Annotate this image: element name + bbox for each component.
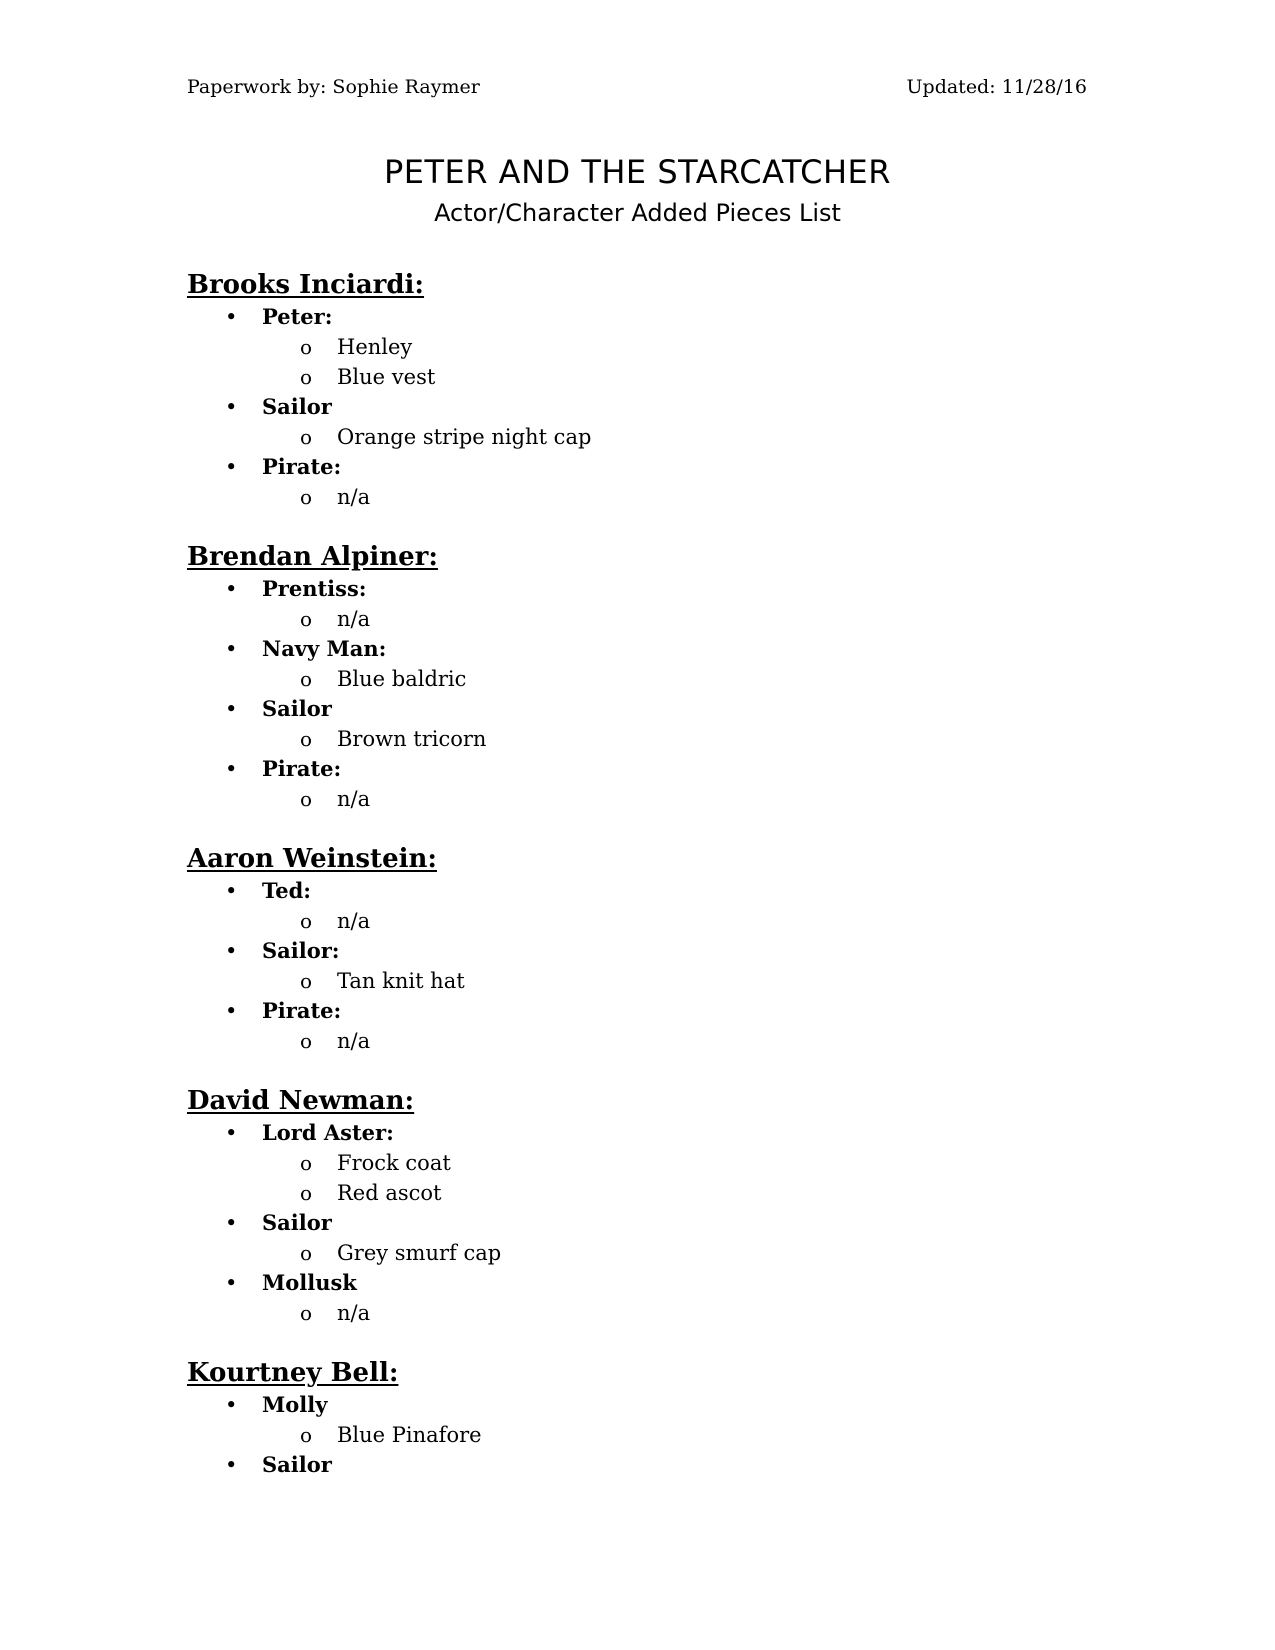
bullet-icon: •: [225, 939, 238, 963]
sub-bullet-icon: o: [300, 1241, 313, 1265]
sub-bullet-icon: o: [300, 969, 313, 993]
costume-piece-label: n/a: [337, 1029, 371, 1053]
sub-bullet-icon: o: [300, 425, 313, 449]
role-label: Lord Aster:: [262, 1120, 394, 1145]
role-label: Mollusk: [262, 1270, 357, 1295]
sub-bullet-icon: o: [300, 1151, 313, 1175]
costume-piece: [187, 1178, 1087, 1208]
costume-piece: [187, 724, 1087, 754]
role-label: Pirate:: [262, 454, 342, 479]
sub-bullet-icon: o: [300, 667, 313, 691]
costume-piece: [187, 1026, 1087, 1056]
costume-piece: [187, 966, 1087, 996]
costume-piece: [187, 422, 1087, 452]
role-label: Peter:: [262, 304, 333, 329]
costume-piece: [187, 362, 1087, 392]
costume-piece: [187, 1420, 1087, 1450]
costume-piece: [187, 1148, 1087, 1178]
bullet-icon: •: [225, 1271, 238, 1295]
character-role: [187, 392, 1087, 422]
actor-name: David Newman:: [187, 1086, 415, 1116]
actor-section: [187, 1084, 1087, 1328]
role-label: Ted:: [262, 878, 312, 903]
actor-name: Brooks Inciardi:: [187, 270, 425, 300]
costume-piece-label: n/a: [337, 607, 371, 631]
actor-section: [187, 842, 1087, 1056]
character-role: [187, 634, 1087, 664]
role-label: Pirate:: [262, 998, 342, 1023]
role-label: Sailor: [262, 394, 332, 419]
updated-date: Updated: 11/28/16: [906, 76, 1087, 98]
sub-bullet-icon: o: [300, 909, 313, 933]
character-role: [187, 574, 1087, 604]
character-role: [187, 1118, 1087, 1148]
sub-bullet-icon: o: [300, 607, 313, 631]
page-header: [187, 76, 1087, 102]
sub-bullet-icon: o: [300, 787, 313, 811]
paperwork-by-label: Paperwork by: Sophie Raymer: [187, 76, 480, 98]
sub-bullet-icon: o: [300, 1423, 313, 1447]
role-label: Prentiss:: [262, 576, 367, 601]
sub-bullet-icon: o: [300, 335, 313, 359]
character-role: [187, 936, 1087, 966]
bullet-icon: •: [225, 305, 238, 329]
actor-section: [187, 1356, 1087, 1480]
costume-piece: [187, 1238, 1087, 1268]
character-role: [187, 452, 1087, 482]
sub-bullet-icon: o: [300, 365, 313, 389]
costume-piece: [187, 604, 1087, 634]
actor-list: [187, 268, 1087, 1508]
costume-piece-label: n/a: [337, 485, 371, 509]
role-label: Molly: [262, 1392, 328, 1417]
costume-piece-label: Tan knit hat: [337, 969, 465, 993]
role-label: Navy Man:: [262, 636, 387, 661]
sub-bullet-icon: o: [300, 1181, 313, 1205]
bullet-icon: •: [225, 1453, 238, 1477]
document-title: PETER AND THE STARCATCHER: [383, 153, 891, 191]
costume-piece-label: Frock coat: [337, 1151, 451, 1175]
actor-name: Brendan Alpiner:: [187, 542, 438, 572]
costume-piece-label: Grey smurf cap: [337, 1241, 502, 1265]
character-role: [187, 876, 1087, 906]
bullet-icon: •: [225, 1393, 238, 1417]
actor-name: Kourtney Bell:: [187, 1358, 399, 1388]
costume-piece-label: Blue Pinafore: [337, 1423, 482, 1447]
costume-piece: [187, 1298, 1087, 1328]
bullet-icon: •: [225, 1211, 238, 1235]
costume-piece-label: Blue baldric: [337, 667, 467, 691]
character-role: [187, 1450, 1087, 1480]
costume-piece-label: Henley: [337, 335, 413, 359]
bullet-icon: •: [225, 999, 238, 1023]
costume-piece-label: Red ascot: [337, 1181, 442, 1205]
bullet-icon: •: [225, 637, 238, 661]
actor-name: Aaron Weinstein:: [187, 844, 437, 874]
costume-piece-label: n/a: [337, 909, 371, 933]
role-label: Pirate:: [262, 756, 342, 781]
bullet-icon: •: [225, 395, 238, 419]
costume-piece-label: Brown tricorn: [337, 727, 487, 751]
costume-piece: [187, 784, 1087, 814]
character-role: [187, 694, 1087, 724]
costume-piece-label: n/a: [337, 1301, 371, 1325]
sub-bullet-icon: o: [300, 1301, 313, 1325]
bullet-icon: •: [225, 455, 238, 479]
costume-piece: [187, 906, 1087, 936]
costume-piece: [187, 332, 1087, 362]
costume-piece: [187, 664, 1087, 694]
role-label: Sailor:: [262, 938, 340, 963]
character-role: [187, 754, 1087, 784]
actor-section: [187, 268, 1087, 512]
bullet-icon: •: [225, 577, 238, 601]
bullet-icon: •: [225, 1121, 238, 1145]
bullet-icon: •: [225, 757, 238, 781]
character-role: [187, 1268, 1087, 1298]
sub-bullet-icon: o: [300, 1029, 313, 1053]
role-label: Sailor: [262, 1210, 332, 1235]
character-role: [187, 1208, 1087, 1238]
role-label: Sailor: [262, 1452, 332, 1477]
sub-bullet-icon: o: [300, 485, 313, 509]
document-subtitle: Actor/Character Added Pieces List: [434, 199, 841, 227]
costume-piece-label: n/a: [337, 787, 371, 811]
title-block: [0, 152, 1275, 230]
character-role: [187, 996, 1087, 1026]
costume-piece-label: Blue vest: [337, 365, 436, 389]
character-role: [187, 302, 1087, 332]
costume-piece: [187, 482, 1087, 512]
bullet-icon: •: [225, 879, 238, 903]
bullet-icon: •: [225, 697, 238, 721]
sub-bullet-icon: o: [300, 727, 313, 751]
character-role: [187, 1390, 1087, 1420]
costume-piece-label: Orange stripe night cap: [337, 425, 592, 449]
actor-section: [187, 540, 1087, 814]
role-label: Sailor: [262, 696, 332, 721]
